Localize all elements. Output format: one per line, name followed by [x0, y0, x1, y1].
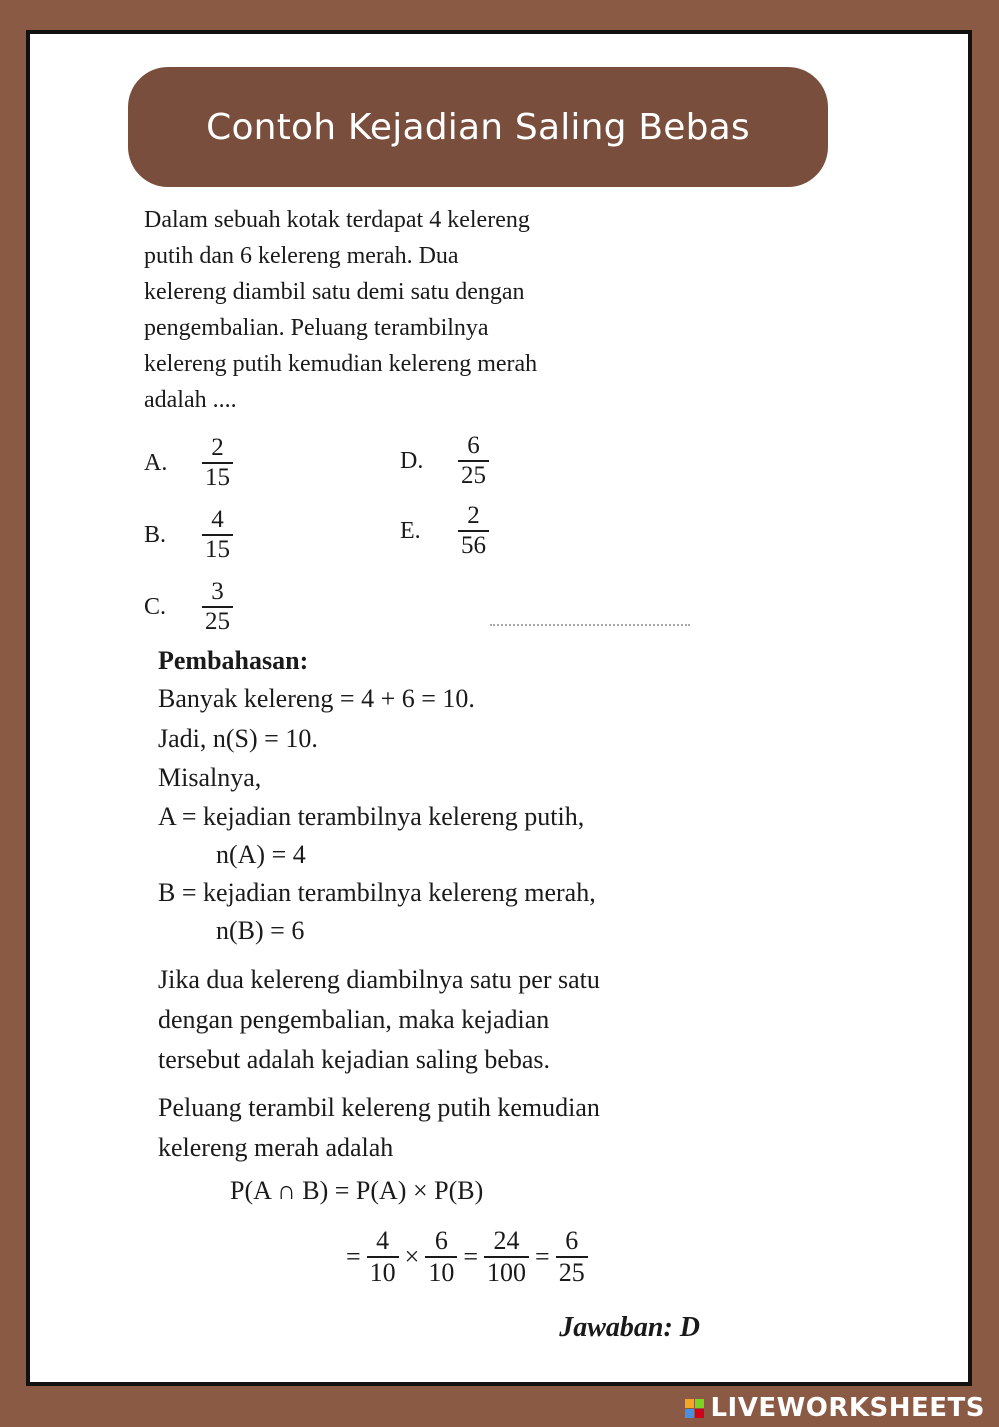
fraction-denominator: 100	[484, 1256, 529, 1288]
fraction-numerator: 6	[434, 1226, 448, 1255]
scan-artifact	[490, 624, 690, 632]
fraction-numerator: 4	[376, 1226, 390, 1255]
paragraph-line: tersebut adalah kejadian saling bebas.	[158, 1045, 551, 1074]
option-letter: A.	[144, 449, 168, 476]
solution-line: n(B) = 6	[216, 916, 305, 945]
fraction-numerator: 3	[211, 578, 224, 605]
fraction-denominator: 15	[202, 462, 233, 492]
option-e	[400, 502, 489, 560]
fraction-numerator: 4	[211, 506, 224, 533]
option-letter: E.	[400, 517, 421, 544]
option-letter: B.	[144, 521, 167, 548]
question-text	[144, 202, 644, 418]
solution-line: B = kejadian terambilnya kelereng merah,	[158, 878, 596, 907]
fraction-4-10	[367, 1226, 399, 1288]
equals-sign: =	[535, 1242, 550, 1271]
fraction-denominator: 10	[425, 1256, 457, 1288]
option-letter: D.	[400, 447, 424, 474]
logo-square	[695, 1399, 704, 1408]
fraction-6-25	[556, 1226, 588, 1288]
solution-line: n(A) = 4	[216, 840, 306, 869]
question-line: adalah ....	[144, 387, 237, 413]
liveworksheets-logo[interactable]	[685, 1393, 985, 1423]
equals-sign: =	[346, 1242, 361, 1271]
option-fraction	[202, 434, 233, 492]
option-fraction	[202, 578, 233, 636]
fraction-denominator: 15	[202, 534, 233, 564]
fraction-numerator: 6	[565, 1226, 579, 1255]
formula-line-2	[342, 1226, 590, 1288]
option-fraction	[202, 506, 233, 564]
paragraph-line: dengan pengembalian, maka kejadian	[158, 1005, 550, 1034]
solution-heading: Pembahasan:	[158, 646, 309, 675]
fraction-numerator: 2	[211, 434, 224, 461]
logo-square	[685, 1399, 694, 1408]
logo-square	[685, 1409, 694, 1418]
question-line: kelereng diambil satu demi satu dengan	[144, 279, 525, 305]
worksheet-page	[26, 30, 972, 1386]
solution-line: Banyak kelereng = 4 + 6 = 10.	[158, 684, 475, 713]
solution-paragraph	[158, 1088, 600, 1168]
fraction-numerator: 2	[467, 502, 480, 529]
fraction-6-10	[425, 1226, 457, 1288]
option-d	[400, 432, 489, 490]
fraction-denominator: 25	[458, 460, 489, 490]
option-b	[144, 506, 233, 564]
fraction-24-100	[484, 1226, 529, 1288]
paragraph-line: Peluang terambil kelereng putih kemudian	[158, 1093, 600, 1122]
fraction-denominator: 25	[202, 606, 233, 636]
brand-name: LIVEWORKSHEETS	[710, 1393, 985, 1423]
logo-square	[695, 1409, 704, 1418]
title-banner	[128, 67, 828, 187]
option-fraction	[458, 432, 489, 490]
fraction-denominator: 10	[367, 1256, 399, 1288]
liveworksheets-logo-icon	[685, 1399, 704, 1418]
option-a	[144, 434, 233, 492]
solution-paragraph	[158, 960, 600, 1080]
paragraph-line: Jika dua kelereng diambilnya satu per satu	[158, 965, 600, 994]
option-c	[144, 578, 233, 636]
solution-line: Misalnya,	[158, 763, 262, 792]
option-letter: C.	[144, 593, 167, 620]
question-line: putih dan 6 kelereng merah. Dua	[144, 243, 459, 269]
solution-line: Jadi, n(S) = 10.	[158, 724, 318, 753]
question-line: Dalam sebuah kotak terdapat 4 kelereng	[144, 207, 530, 233]
answer-text: Jawaban: D	[559, 1312, 700, 1343]
fraction-numerator: 6	[467, 432, 480, 459]
equals-sign: =	[463, 1242, 479, 1271]
paragraph-line: kelereng merah adalah	[158, 1133, 394, 1162]
question-line: pengembalian. Peluang terambilnya	[144, 315, 489, 341]
fraction-numerator: 24	[493, 1226, 520, 1255]
solution-line: A = kejadian terambilnya kelereng putih,	[158, 802, 585, 831]
page-title: Contoh Kejadian Saling Bebas	[206, 106, 750, 148]
fraction-denominator: 25	[556, 1256, 588, 1288]
formula-text: P(A ∩ B) = P(A) × P(B)	[230, 1176, 484, 1205]
times-sign: ×	[404, 1242, 420, 1271]
formula-line-1	[230, 1176, 483, 1206]
option-fraction	[458, 502, 489, 560]
question-line: kelereng putih kemudian kelereng merah	[144, 351, 538, 377]
fraction-denominator: 56	[458, 530, 489, 560]
